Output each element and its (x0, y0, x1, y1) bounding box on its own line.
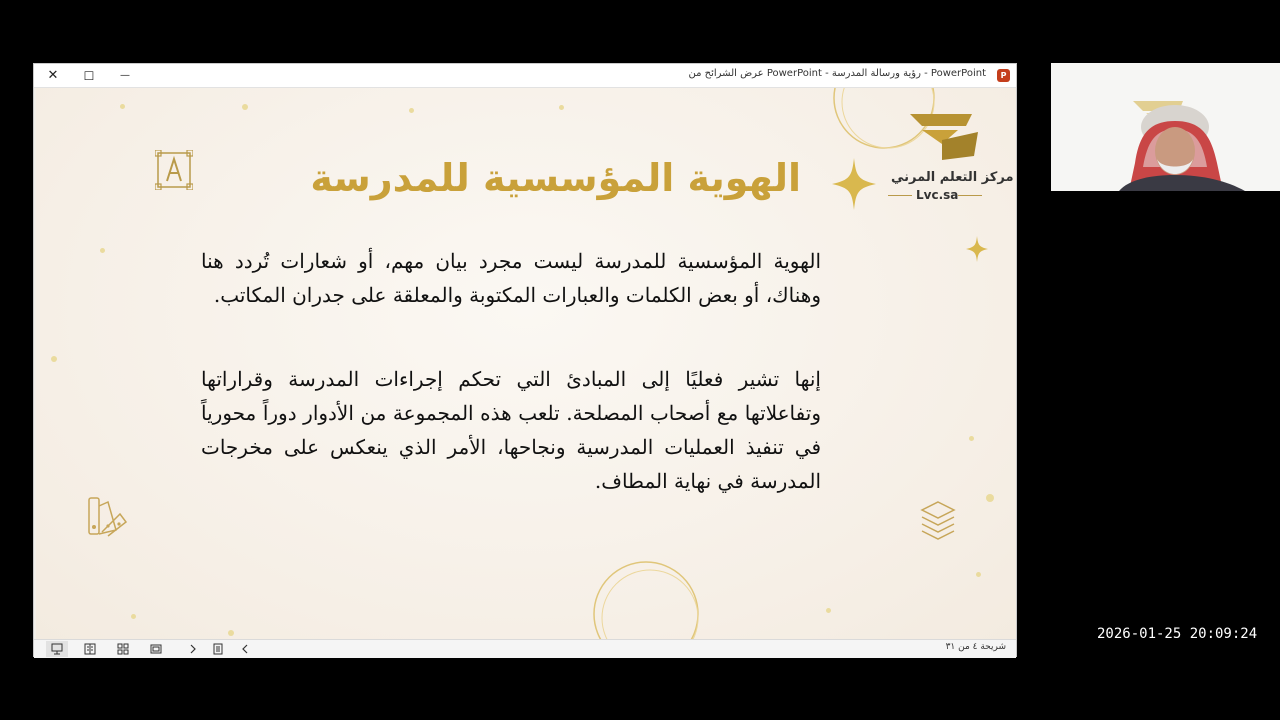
presenter-video-image (1051, 63, 1280, 191)
slide-counter: شريحة ٤ من ٣١ (945, 642, 1006, 652)
layers-icon (920, 500, 956, 540)
next-slide-button[interactable] (182, 641, 204, 657)
slide-paragraph-2: إنها تشير فعليًا إلى المبادئ التي تحكم إجراءات المدرسة وقراراتها وتفاعلاتها مع أصحاب المصلحة. تلعب هذه المجموعة من الأدوار دوراً محورياً في تنفيذ العمليات المدرسية ونجاحها، الأمر الذي ينعكس على مخرجات المدرسة في نهاية المطاف. (201, 367, 821, 493)
color-palette-icon (86, 496, 130, 538)
minimize-button[interactable] (107, 64, 143, 87)
chevron-right-icon (188, 643, 198, 655)
logo-mark-icon (902, 110, 980, 164)
decor-dot (969, 436, 974, 441)
status-bar (34, 639, 1016, 658)
webcam-feed (1051, 63, 1280, 191)
decor-dot (100, 248, 105, 253)
decor-dot (242, 104, 248, 110)
close-button[interactable] (35, 64, 71, 87)
slide-title: الهوية المؤسسية للمدرسة (310, 156, 801, 200)
decor-dot (409, 108, 414, 113)
reading-view-button[interactable] (79, 641, 101, 657)
slide-canvas (36, 88, 1016, 639)
sparkle-icon (832, 158, 876, 210)
reading-view-icon (84, 643, 96, 655)
logo-rule (958, 195, 982, 196)
logo-url: Lvc.sa (916, 188, 959, 202)
presenter-view-icon (150, 643, 162, 655)
decor-circles-bottom (588, 556, 708, 639)
presenter-view-button[interactable] (145, 641, 167, 657)
title-bar (34, 64, 1016, 88)
recording-timestamp: 2026-01-25 20:09:24 (1097, 626, 1258, 642)
previous-slide-button[interactable] (234, 641, 256, 657)
decor-dot (986, 494, 994, 502)
decor-dot (228, 630, 234, 636)
normal-view-icon (51, 643, 63, 655)
slide-sorter-button[interactable] (112, 641, 134, 657)
powerpoint-window (33, 63, 1017, 657)
powerpoint-app-icon: P (997, 69, 1010, 82)
maximize-button[interactable] (71, 64, 107, 87)
decor-dot (976, 572, 981, 577)
normal-view-button[interactable] (46, 641, 68, 657)
window-title: PowerPoint - رؤية ورسالة المدرسة - PowerPoint عرض الشرائح من (688, 68, 986, 79)
slide-sorter-icon (117, 643, 129, 655)
notes-button[interactable] (207, 641, 229, 657)
logo-name: مركز التعلم المرني (891, 170, 1014, 185)
slide-paragraph-1: الهوية المؤسسية للمدرسة ليست مجرد بيان مهم، أو شعارات تُردد هنا وهناك، أو بعض الكلمات والعبارات المكتوبة والمعلقة على جدران المكاتب. (201, 249, 821, 307)
decor-dot (559, 105, 564, 110)
decor-dot (120, 104, 125, 109)
minimize-icon: — (120, 70, 130, 81)
maximize-icon: ☐ (83, 68, 95, 83)
letter-a-icon (155, 150, 193, 190)
decor-dot (51, 356, 57, 362)
decor-dot (826, 608, 831, 613)
chevron-left-icon (240, 643, 250, 655)
notes-icon (212, 643, 224, 655)
sparkle-small-icon (966, 236, 988, 262)
close-icon: ✕ (47, 68, 59, 83)
decor-dot (131, 614, 136, 619)
logo-rule (888, 195, 912, 196)
